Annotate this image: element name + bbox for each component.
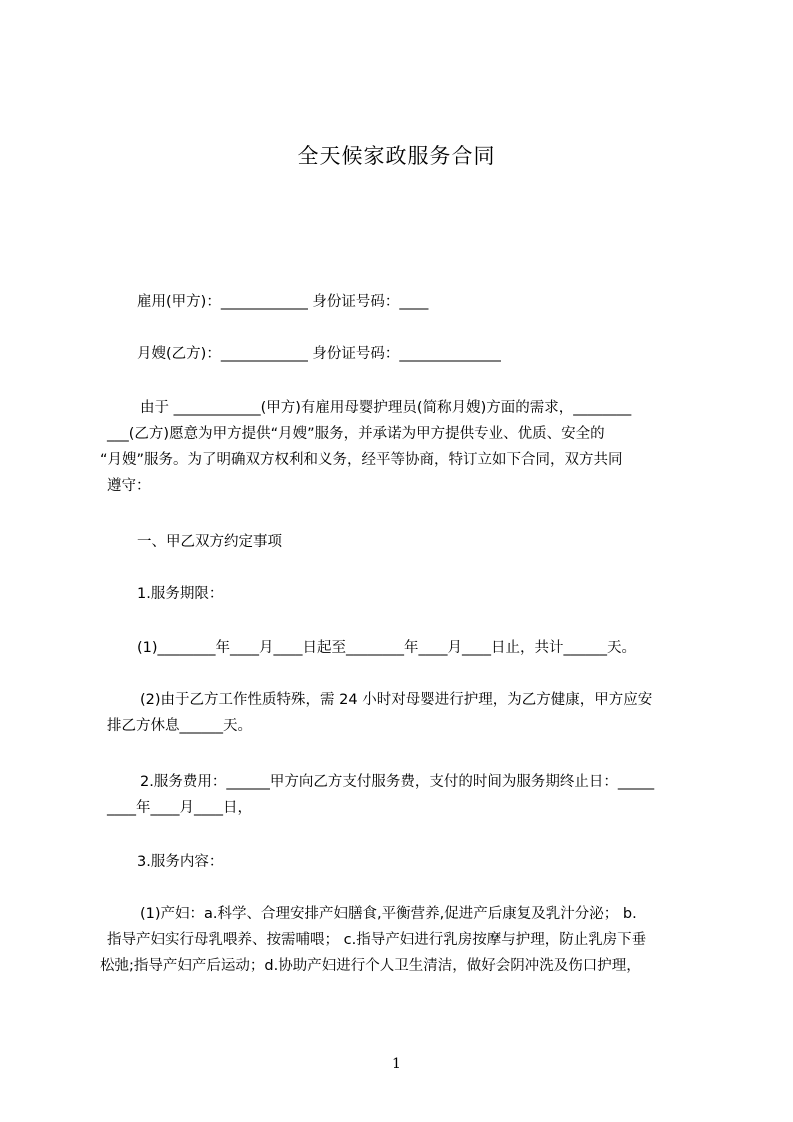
intro-line-4: 遵守： [107, 478, 151, 494]
nanny-line: 月嫂(乙方)：____________ 身份证号码：______________ [137, 346, 501, 362]
section-1-heading: 一、甲乙双方约定事项 [137, 534, 282, 550]
item-2-line-2: ____年____月____日， [107, 800, 252, 816]
item-1-sub-2-line-2: 排乙方休息______天。 [107, 718, 252, 734]
item-1-heading: 1.服务期限： [137, 586, 224, 602]
intro-line-2: ___(乙方)愿意为甲方提供“月嫂”服务，并承诺为甲方提供专业、优质、安全的 [107, 426, 605, 442]
intro-paragraph [0, 398, 700, 498]
item-1-sub-2-line-1: (2)由于乙方工作性质特殊，需 24 小时对母婴进行护理，为乙方健康，甲方应安 [140, 692, 653, 708]
employer-line: 雇用(甲方)：____________ 身份证号码：____ [137, 294, 429, 310]
item-3-sub-1-line-3: 松弛;指导产妇产后运动；d.协助产妇进行个人卫生清洁，做好会阴冲洗及伤口护理， [100, 958, 641, 974]
item-3-sub-1-line-1: (1)产妇：a.科学、合理安排产妇膳食,平衡营养,促进产后康复及乳汁分泌； b. [140, 906, 637, 922]
item-1-sub-1-text: (1)________年____月____日起至________年____月____日止，共计______天。 [137, 640, 637, 656]
item-2-paragraph [0, 772, 700, 820]
intro-line-3: “月嫂”服务。为了明确双方权利和义务，经平等协商，特订立如下合同，双方共同 [100, 452, 623, 468]
item-3-sub-1 [0, 904, 700, 978]
item-2-line-1: 2.服务费用：______甲方向乙方支付服务费，支付的时间为服务期终止日：_____ [140, 774, 655, 790]
item-1-sub-2 [0, 690, 700, 738]
intro-line-1: 由于 ____________(甲方)有雇用母婴护理员(简称月嫂)方面的需求，________ [140, 400, 632, 416]
item-3-sub-1-line-2: 指导产妇实行母乳喂养、按需哺喂； c.指导产妇进行乳房按摩与护理，防止乳房下垂 [107, 932, 647, 948]
item-1-sub-1 [0, 638, 700, 660]
page-number: 1 [392, 1056, 401, 1072]
item-3-heading: 3.服务内容： [137, 854, 224, 870]
contract-title: 全天候家政服务合同 [297, 144, 496, 168]
